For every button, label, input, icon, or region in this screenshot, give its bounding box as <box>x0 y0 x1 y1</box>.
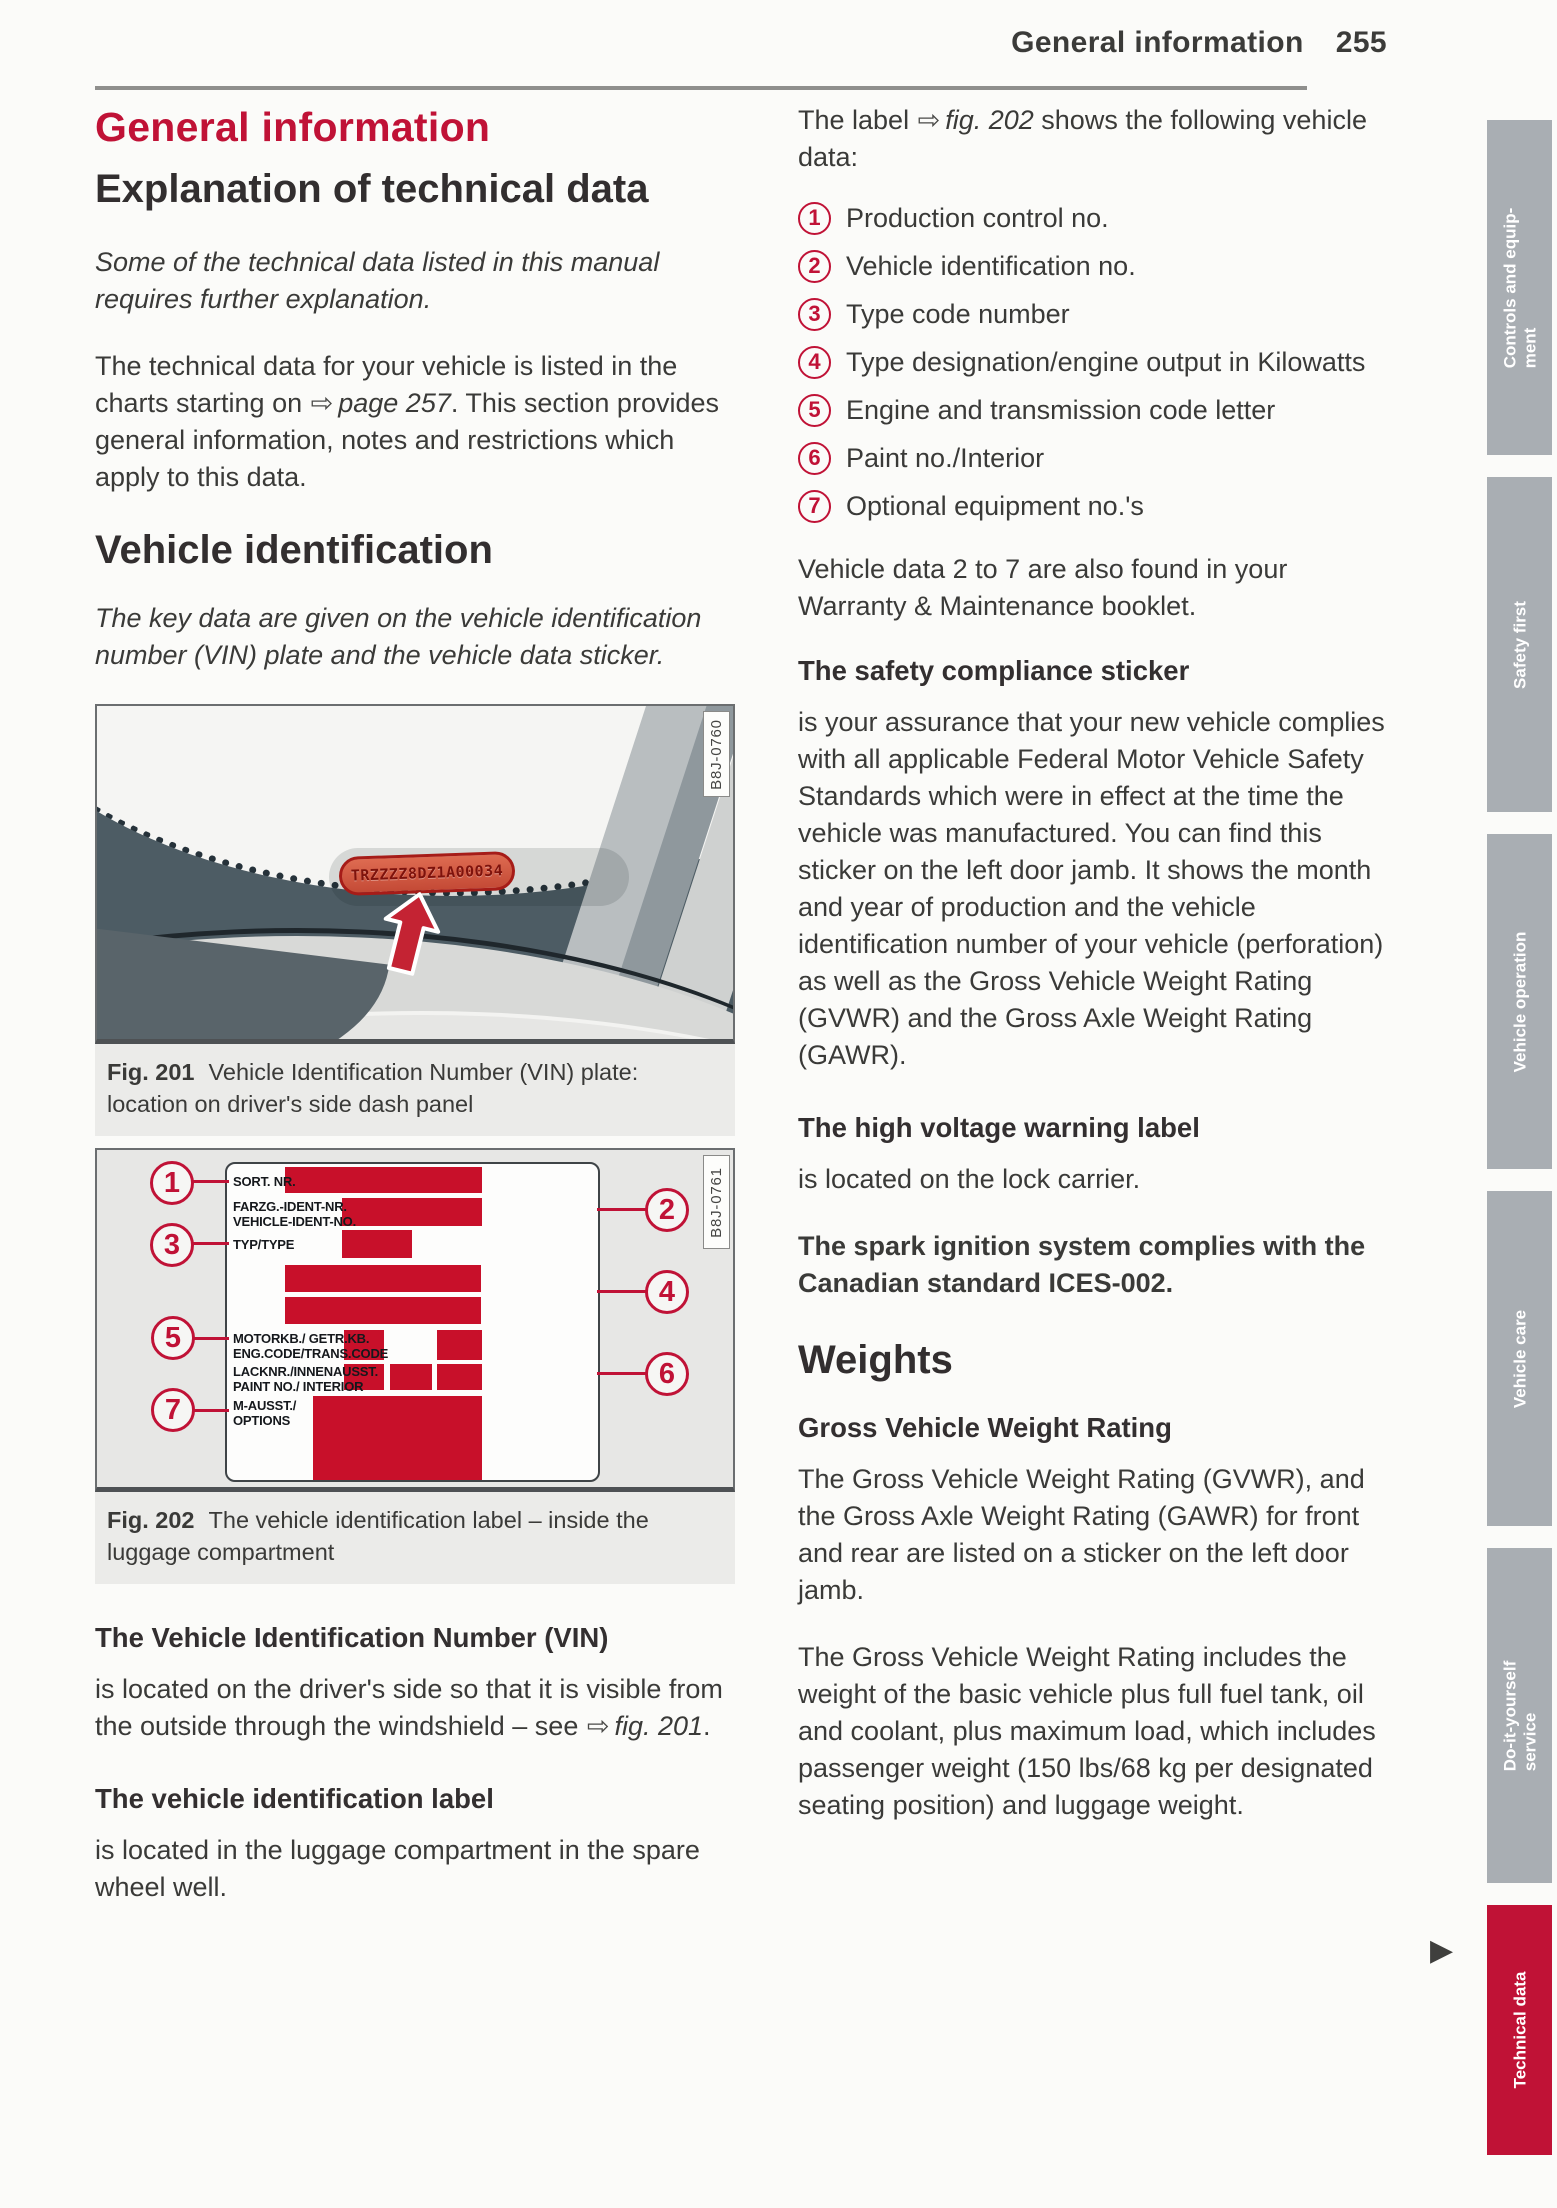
figure-label: Fig. 202 <box>107 1507 195 1533</box>
paragraph: The Gross Vehicle Weight Rating (GVWR), and the Gross Axle Weight Rating (GAWR) for front and rear are listed on a sticker on the left door jamb. <box>798 1464 1365 1605</box>
left-column <box>95 100 735 1936</box>
cross-ref-arrow-icon: ⇨ <box>917 105 941 135</box>
callout-line <box>189 1242 229 1245</box>
figure-id-tag: B8J-0760 <box>703 711 730 797</box>
item-number-badge: 7 <box>798 490 831 523</box>
figure-label: Fig. 201 <box>107 1059 195 1085</box>
list-item: 6 Paint no./Interior <box>798 440 1398 477</box>
callout-6: 6 <box>645 1352 689 1396</box>
item-number-badge: 1 <box>798 202 831 235</box>
figure-reference[interactable]: fig. 201 <box>614 1711 704 1741</box>
page-number: 255 <box>1335 26 1387 59</box>
header-rule <box>95 86 1307 90</box>
subsection-heading-explanation: Explanation of technical data <box>95 167 649 211</box>
label-row-text: FARZG.-IDENT-NR. VEHICLE-IDENT-NO. <box>233 1199 356 1229</box>
item-number-badge: 4 <box>798 346 831 379</box>
callout-5: 5 <box>151 1316 195 1360</box>
sidebar-tab-vehicle-operation[interactable]: Vehicle operation <box>1487 834 1552 1169</box>
section-heading: General information <box>95 104 491 150</box>
figure-reference[interactable]: fig. 202 <box>945 105 1034 135</box>
sidebar-tab-safety-first[interactable]: Safety first <box>1487 477 1552 812</box>
subsection-heading-vehicle-identification: Vehicle identification <box>95 528 493 572</box>
list-item: 3 Type code number <box>798 296 1398 333</box>
callout-2: 2 <box>645 1188 689 1232</box>
label-row-text: MOTORKB./ GETR.KB. ENG.CODE/TRANS.CODE <box>233 1331 389 1361</box>
paragraph: Vehicle data 2 to 7 are also found in your Warranty & Maintenance booklet. <box>798 554 1288 621</box>
callout-1: 1 <box>150 1161 194 1205</box>
callout-3: 3 <box>150 1223 194 1267</box>
item-number-badge: 5 <box>798 394 831 427</box>
item-number-badge: 3 <box>798 298 831 331</box>
callout-line <box>597 1372 649 1375</box>
redacted-bar <box>285 1167 482 1193</box>
sidebar-tab-controls-and-equipment[interactable]: Controls and equip- ment <box>1487 120 1552 455</box>
label-row-text: TYP/TYPE <box>233 1237 295 1252</box>
redacted-bar <box>437 1330 482 1360</box>
spark-ignition-note: The spark ignition system complies with the Canadian standard ICES-002. <box>798 1231 1366 1298</box>
subhead-vin: The Vehicle Identification Number (VIN) <box>95 1622 609 1653</box>
continuation-arrow-icon: ▶ <box>1430 1934 1454 1967</box>
header-section-title: General information <box>1011 26 1304 59</box>
subhead-vehicle-id-label: The vehicle identification label <box>95 1783 494 1814</box>
callout-7: 7 <box>151 1388 195 1432</box>
redacted-bar <box>342 1198 482 1226</box>
callout-line <box>189 1180 229 1183</box>
redacted-bar <box>390 1364 432 1390</box>
redacted-bar <box>285 1297 481 1324</box>
label-row-text: LACKNR./INNENAUSST. PAINT NO./ INTERIOR <box>233 1364 378 1394</box>
figure-201-caption: Fig. 201 Vehicle Identification Number (VIN) plate: location on driver's side dash panel <box>95 1044 735 1136</box>
paragraph: is located in the luggage compartment in the spare wheel well. <box>95 1835 700 1902</box>
cross-ref-arrow-icon: ⇨ <box>586 1711 610 1741</box>
cross-ref-arrow-icon: ⇨ <box>310 388 334 418</box>
paragraph: The technical data for your vehicle is listed in the charts starting on ⇨ page 257. This section provides general information, notes and restrictions which apply to this data. <box>95 351 719 492</box>
figure-202-diagram <box>95 1148 735 1492</box>
page-header <box>95 26 1387 60</box>
callout-line <box>597 1290 649 1293</box>
subhead-gvwr: Gross Vehicle Weight Rating <box>798 1412 1172 1443</box>
item-number-badge: 2 <box>798 250 831 283</box>
list-item: 2 Vehicle identification no. <box>798 248 1398 285</box>
list-item: 7 Optional equipment no.'s <box>798 488 1398 525</box>
paragraph: The Gross Vehicle Weight Rating includes the weight of the basic vehicle plus full fuel tank, oil and coolant, plus maximum load, which includes passenger weight (150 lbs/68 kg per designated seating position) and luggage weight. <box>798 1642 1376 1820</box>
figure-202 <box>95 1148 735 1584</box>
list-item: 4 Type designation/engine output in Kilowatts <box>798 344 1398 381</box>
vin-plate: TRZZZZ8DZ1A00034 <box>338 851 515 896</box>
redacted-bar <box>342 1230 412 1258</box>
lead-paragraph: Some of the technical data listed in this manual requires further explanation. <box>95 247 660 314</box>
subhead-safety-compliance: The safety compliance sticker <box>798 655 1190 686</box>
figure-id-tag: B8J-0761 <box>703 1155 730 1249</box>
paragraph: is located on the driver's side so that it is visible from the outside through the windshield – see ⇨ fig. 201. <box>95 1674 723 1741</box>
paragraph: is located on the lock carrier. <box>798 1164 1141 1194</box>
callout-line <box>192 1409 229 1412</box>
item-number-badge: 6 <box>798 442 831 475</box>
right-column <box>798 102 1398 1854</box>
callout-4: 4 <box>645 1270 689 1314</box>
paragraph: The label ⇨ fig. 202 shows the following vehicle data: <box>798 105 1367 172</box>
list-item: 5 Engine and transmission code letter <box>798 392 1398 429</box>
list-item: 1 Production control no. <box>798 200 1398 237</box>
sidebar-tab-technical-data[interactable]: Technical data <box>1487 1905 1552 2155</box>
vehicle-id-label <box>225 1162 600 1482</box>
redacted-bar <box>437 1364 482 1390</box>
label-row-text: SORT. NR. <box>233 1174 296 1189</box>
subsection-heading-weights: Weights <box>798 1338 953 1382</box>
lead-paragraph: The key data are given on the vehicle identification number (VIN) plate and the vehicle data sticker. <box>95 603 702 670</box>
sidebar-tab-do-it-yourself-service[interactable]: Do-it-yourself service <box>1487 1548 1552 1883</box>
paragraph: is your assurance that your new vehicle complies with all applicable Federal Motor Vehicle Safety Standards which were in effect at the time the vehicle was manufactured. You can find this sticker on the left door jamb. It shows the month and year of production and the vehicle identification number of your vehicle (perforation) as well as the Gross Vehicle Weight Rating (GVWR) and the Gross Axle Weight Rating (GAWR). <box>798 707 1385 1070</box>
vehicle-data-list <box>798 200 1398 525</box>
sidebar-tab-vehicle-care[interactable]: Vehicle care <box>1487 1191 1552 1526</box>
figure-201-illustration <box>95 704 735 1044</box>
label-row-text: M-AUSST./ OPTIONS <box>233 1398 297 1428</box>
page-reference[interactable]: page 257 <box>338 388 451 418</box>
figure-202-caption: Fig. 202 The vehicle identification label – inside the luggage compartment <box>95 1492 735 1584</box>
redacted-bar <box>285 1265 481 1292</box>
redacted-bar <box>313 1396 482 1482</box>
subhead-high-voltage: The high voltage warning label <box>798 1112 1200 1143</box>
figure-201 <box>95 704 735 1136</box>
callout-line <box>192 1337 229 1340</box>
callout-line <box>597 1208 649 1211</box>
